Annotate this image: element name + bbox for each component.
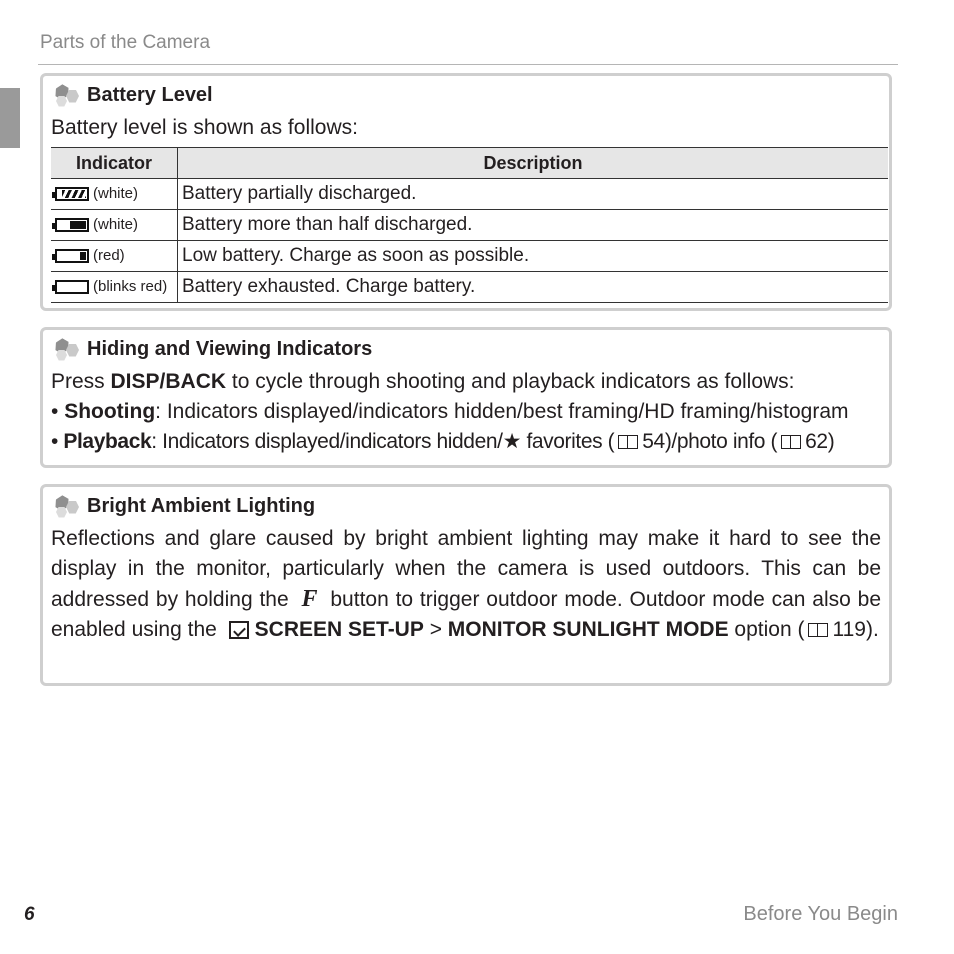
shooting-bullet: • Shooting: Indicators displayed/indicators hidden/best framing/HD framing/histogram [51,400,849,423]
row-description: Battery more than half discharged. [178,210,889,241]
menu-screen-setup: SCREEN SET-UP [254,618,424,641]
book-icon [808,623,828,637]
indicator-color: (red) [93,247,125,264]
note-icon [53,339,81,361]
battery-level-title: Battery Level [87,84,213,106]
battery-table [51,147,888,303]
shooting-text: : Indicators displayed/indicators hidden/best framing/HD framing/histogram [155,400,849,423]
page-ref: 54 [642,430,665,453]
playback-text: ) [827,430,835,453]
row-description: Low battery. Charge as soon as possible. [178,241,889,272]
indicator-color: (blinks red) [93,278,168,295]
indicators-title: Hiding and Viewing Indicators [87,338,373,360]
battery-half-icon [55,218,89,232]
header-divider [38,64,898,65]
indicators-heading [53,338,372,361]
disp-back-button-label: DISP/BACK [110,370,227,393]
ambient-lighting-note [40,484,892,686]
ambient-text: ). [865,618,879,641]
row-description: Battery partially discharged. [178,179,889,210]
row-description: Battery exhausted. Charge battery. [178,272,889,303]
book-icon [781,435,801,449]
ambient-title: Bright Ambient Lighting [87,495,316,517]
battery-partial-icon [55,187,89,201]
chapter-footer: Before You Begin [743,903,898,925]
playback-text: )/photo info ( [664,430,778,453]
ambient-heading [53,495,315,518]
column-header-description: Description [178,148,889,179]
page-number: 6 [24,904,35,925]
battery-level-heading [53,84,213,107]
chapter-tab [0,88,20,148]
menu-separator: > [423,618,448,641]
indicator-color: (white) [93,216,139,233]
ambient-text: Reflections and glare caused by bright ambient lighting may make it hard to see the display in the monitor, particularly when the camera is used outdoors. This can be addressed by holding the [51,527,881,611]
table-row [51,241,888,272]
indicator-color: (white) [93,185,139,202]
shooting-label: Shooting [64,400,156,423]
table-row [51,272,888,303]
indicators-intro [51,367,881,397]
battery-empty-icon [55,280,89,294]
table-row [51,179,888,210]
ambient-body [51,524,881,645]
book-icon [618,435,638,449]
playback-text: : Indicators displayed/indicators hidden/★ favorites ( [151,430,615,453]
indicators-note [40,327,892,468]
playback-label: Playback [63,430,152,453]
menu-monitor-sunlight-mode: MONITOR SUNLIGHT MODE [447,618,729,641]
page-ref: 62 [805,430,828,453]
note-icon [53,85,81,107]
running-header: Parts of the Camera [40,32,211,53]
ambient-text: option ( [734,618,805,641]
note-icon [53,496,81,518]
page-ref: 119 [832,618,866,641]
table-row [51,210,888,241]
playback-bullet: • Playback: Indicators displayed/indicators hidden/★ favorites ( 54)/photo info ( 62) [51,430,835,453]
f-button-icon: F [301,586,318,612]
ambient-text: button to trigger outdoor mode. Outdoor mode can also be enabled using the [51,588,882,641]
setup-menu-icon [229,621,249,639]
battery-level-note [40,73,892,311]
column-header-indicator: Indicator [51,148,178,179]
battery-level-intro: Battery level is shown as follows: [51,116,358,139]
intro-text: Press [51,370,111,393]
battery-low-icon [55,249,89,263]
intro-text: to cycle through shooting and playback indicators as follows: [226,370,795,393]
